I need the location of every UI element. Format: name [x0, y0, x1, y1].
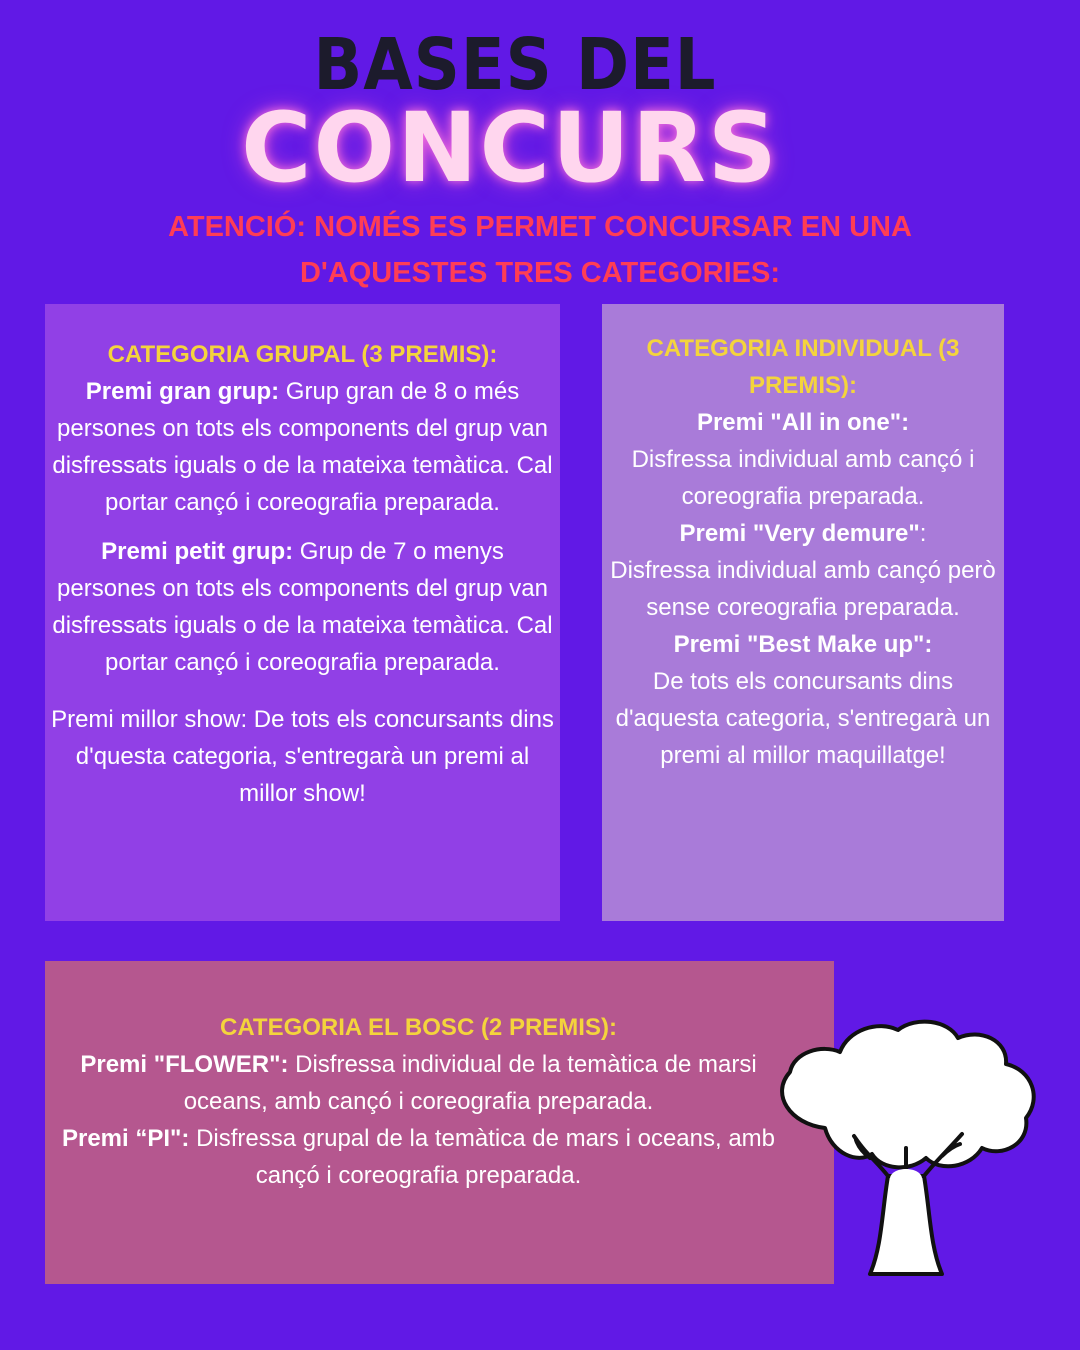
category-group-heading-rest: PREMIS):	[382, 341, 498, 368]
category-individual-box	[602, 304, 1004, 921]
group-prize-small	[49, 533, 556, 681]
individual-prize-all-in-one-text: Disfressa individual amb cançó i coreografia preparada.	[631, 446, 975, 510]
category-individual-heading: CATEGORIA INDIVIDUAL (3 PREMIS):	[646, 335, 960, 399]
category-forest-heading: CATEGORIA EL BOSC (2 PREMIS):	[220, 1014, 617, 1041]
forest-prize-pi-label: Premi “PI":	[61, 1125, 190, 1152]
category-group-heading-main: CATEGORIA GRUPAL (3	[107, 341, 383, 368]
tree-icon	[770, 1016, 1050, 1286]
group-prize-small-text: Grup de 7 o menys persones on tots els components del grup van disfressats iguals o de la mateixa temàtica. Cal portar cançó i coreografia preparada.	[52, 538, 553, 676]
forest-prize-flower-text: Disfressa individual de la temàtica de marsi oceans, amb cançó i coreografia preparada.	[183, 1051, 757, 1115]
individual-prize-very-demure-colon: :	[919, 520, 927, 547]
group-prize-large	[49, 373, 556, 521]
forest-prize-flower-label: Premi "FLOWER":	[80, 1051, 289, 1078]
warning-text: ATENCIÓ: NOMÉS ES PERMET CONCURSAR EN UNA D'AQUESTES TRES CATEGORIES:	[168, 211, 912, 289]
individual-prize-all-in-one-label: Premi "All in one":	[696, 409, 910, 436]
group-prize-large-text: Grup gran de 8 o més persones on tots els components del grup van disfressats iguals o de la mateixa temàtica. Cal portar cançó i coreografia preparada.	[52, 378, 553, 516]
forest-prize-pi	[61, 1120, 776, 1194]
group-prize-small-label: Premi petit grup:	[101, 538, 294, 565]
individual-prize-make-up-text: De tots els concursants dins d'aquesta categoria, s'entregarà un premi al millor maquillatge!	[615, 668, 991, 769]
group-prize-large-label: Premi gran grup:	[85, 378, 280, 405]
group-prize-show: Premi millor show: De tots els concursants dins d'questa categoria, s'entregarà un premi al millor show!	[51, 706, 554, 807]
title-line-2: CONCURS	[241, 92, 779, 204]
forest-prize-pi-text: Disfressa grupal de la temàtica de mars i oceans, amb cançó i coreografia preparada.	[189, 1125, 776, 1189]
title-line-1: BASES DEL	[313, 24, 717, 107]
individual-prize-make-up-label: Premi "Best Make up":	[673, 631, 933, 658]
individual-prize-very-demure-text: Disfressa individual amb cançó però sense coreografia preparada.	[610, 557, 996, 621]
forest-prize-flower	[61, 1046, 776, 1120]
category-forest-box	[45, 961, 834, 1284]
category-group-heading	[49, 336, 556, 373]
individual-prize-very-demure-label	[608, 515, 998, 552]
individual-prize-very-demure-name: Premi "Very demure"	[679, 520, 920, 547]
category-group-box	[45, 304, 560, 921]
